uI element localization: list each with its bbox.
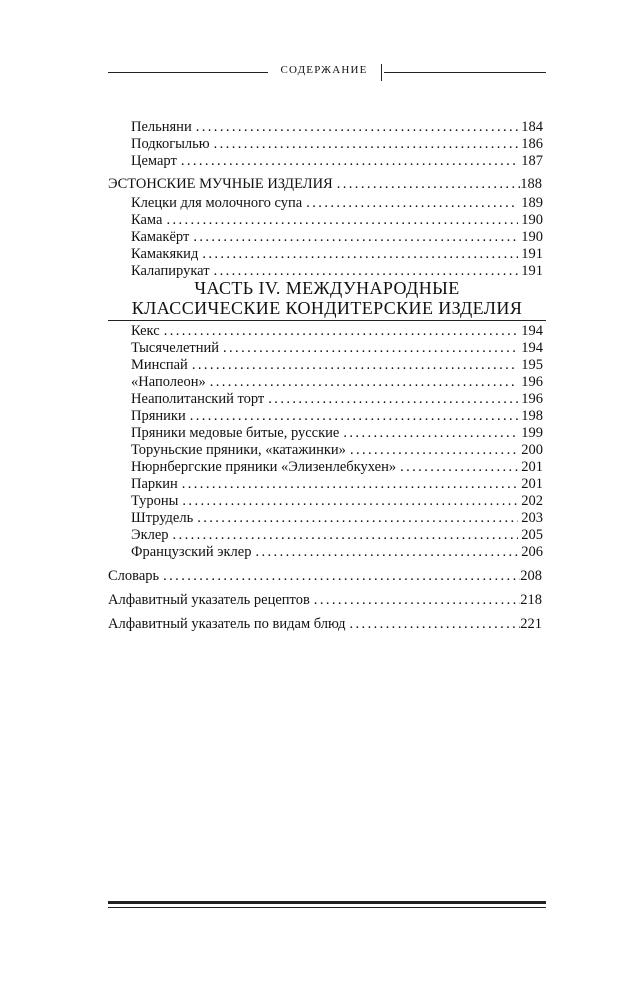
toc-entry	[131, 136, 543, 153]
header-rule-right	[384, 72, 546, 73]
toc-leader	[210, 374, 519, 391]
toc-entry-page: 191	[521, 246, 543, 262]
toc-entry-title: Паркин	[131, 476, 178, 492]
toc-leader	[400, 459, 518, 476]
toc-leader	[190, 408, 519, 425]
toc-entry-page: 187	[521, 153, 543, 169]
toc-entry	[131, 527, 543, 544]
toc-entry	[131, 246, 543, 263]
toc-entry-title: Торуньские пряники, «катажинки»	[131, 442, 346, 458]
toc-leader	[350, 616, 521, 633]
toc-entry-title: Кекс	[131, 323, 160, 339]
toc-entry-title: «Наполеон»	[131, 374, 206, 390]
toc-entry	[131, 357, 543, 374]
part-title-rule	[108, 320, 546, 321]
toc-entry	[131, 408, 543, 425]
toc-entry	[131, 391, 543, 408]
toc-entry-page: 196	[521, 391, 543, 407]
toc-entry-page: 190	[521, 229, 543, 245]
toc-entry-page: 196	[521, 374, 543, 390]
toc-entry-page: 190	[521, 212, 543, 228]
toc-entry-page: 200	[521, 442, 543, 458]
toc-entry-page: 184	[521, 119, 543, 135]
toc-entry-page: 199	[521, 425, 543, 441]
toc-leader	[193, 229, 518, 246]
toc-entry-title: Минспай	[131, 357, 188, 373]
toc-entry-title: Цемарт	[131, 153, 177, 169]
toc-entry-title: Неаполитанский торт	[131, 391, 265, 407]
toc-entry-title: Пельняни	[131, 119, 192, 135]
toc-leader	[163, 568, 520, 585]
toc-leader	[166, 212, 518, 229]
toc-section-heading	[108, 176, 542, 193]
toc-entry-top-level	[108, 568, 542, 585]
toc-leader	[164, 323, 519, 340]
toc-entry-page: 189	[521, 195, 543, 211]
toc-entry-page: 205	[521, 527, 543, 543]
toc-entry	[131, 459, 543, 476]
toc-entry	[131, 493, 543, 510]
toc-leader	[268, 391, 518, 408]
toc-entry-title: Клецки для молочного супа	[131, 195, 303, 211]
toc-entry-top-level	[108, 592, 542, 609]
toc-entry-page: 186	[521, 136, 543, 152]
toc-entry-title: Пряники	[131, 408, 186, 424]
toc-entry	[131, 476, 543, 493]
toc-entry	[131, 510, 543, 527]
toc-leader	[306, 195, 518, 212]
toc-leader	[255, 544, 518, 561]
toc-entry	[131, 442, 543, 459]
toc-entry-title: Алфавитный указатель рецептов	[108, 592, 310, 608]
toc-entry	[131, 340, 543, 357]
toc-leader	[343, 425, 518, 442]
toc-entry-page: 221	[520, 616, 542, 632]
toc-leader	[182, 493, 518, 510]
toc-entry	[131, 153, 543, 170]
toc-entry-title: Калапирукат	[131, 263, 210, 279]
toc-entry-title: Нюрнбергские пряники «Элизенлебкухен»	[131, 459, 397, 475]
toc-entry-title: Штрудель	[131, 510, 194, 526]
toc-entry	[131, 374, 543, 391]
toc-entry-top-level	[108, 616, 542, 633]
toc-leader	[337, 176, 521, 193]
toc-entry-title: Французский эклер	[131, 544, 252, 560]
running-header	[108, 63, 546, 81]
toc-entry-page: 218	[520, 592, 542, 608]
toc-leader	[223, 340, 518, 357]
toc-entry-page: 203	[521, 510, 543, 526]
toc-entry-page: 194	[521, 340, 543, 356]
running-header-title: СОДЕРЖАНИЕ	[280, 64, 368, 76]
header-rule-tick	[381, 64, 382, 81]
toc-leader	[314, 592, 520, 609]
toc-leader	[196, 119, 519, 136]
toc-leader	[182, 476, 519, 493]
toc-entry-title: Камакякид	[131, 246, 199, 262]
toc-entry	[131, 212, 543, 229]
toc-entry-title: Алфавитный указатель по видам блюд	[108, 616, 346, 632]
toc-entry-title: Словарь	[108, 568, 160, 584]
toc-entry	[131, 425, 543, 442]
footer-rule-thin	[108, 907, 546, 908]
toc-leader	[350, 442, 518, 459]
toc-entry	[131, 229, 543, 246]
part-title-line-1: ЧАСТЬ IV. МЕЖДУНАРОДНЫЕ	[194, 278, 460, 298]
toc-entry-title: Пряники медовые битые, русские	[131, 425, 340, 441]
toc-entry-page: 195	[521, 357, 543, 373]
toc-section-page: 188	[520, 176, 542, 192]
toc-entry-page: 191	[521, 263, 543, 279]
toc-leader	[192, 357, 518, 374]
toc-entry	[131, 119, 543, 136]
toc-entry-title: Подкогылью	[131, 136, 210, 152]
toc-entry-page: 201	[521, 459, 543, 475]
toc-entry	[131, 544, 543, 561]
toc-leader	[197, 510, 518, 527]
toc-entry-page: 198	[521, 408, 543, 424]
toc-entry-page: 208	[520, 568, 542, 584]
toc-entry-page: 201	[521, 476, 543, 492]
toc-entry-title: Туроны	[131, 493, 179, 509]
toc-entry-title: Камакёрт	[131, 229, 190, 245]
toc-entry-page: 194	[521, 323, 543, 339]
toc-leader	[202, 246, 518, 263]
toc-entry-page: 206	[521, 544, 543, 560]
footer-rule-thick	[108, 901, 546, 904]
header-rule-left	[108, 72, 268, 73]
toc-entry-title: Кама	[131, 212, 163, 228]
toc-section-title: ЭСТОНСКИЕ МУЧНЫЕ ИЗДЕЛИЯ	[108, 176, 333, 192]
toc-leader	[173, 527, 519, 544]
toc-entry-title: Эклер	[131, 527, 169, 543]
toc-entry	[131, 195, 543, 212]
part-title-line-2: КЛАССИЧЕСКИЕ КОНДИТЕРСКИЕ ИЗДЕЛИЯ	[131, 298, 523, 318]
toc-entry	[131, 323, 543, 340]
toc-leader	[181, 153, 518, 170]
toc-leader	[214, 136, 519, 153]
toc-entry-page: 202	[521, 493, 543, 509]
toc-entry-title: Тысячелетний	[131, 340, 219, 356]
